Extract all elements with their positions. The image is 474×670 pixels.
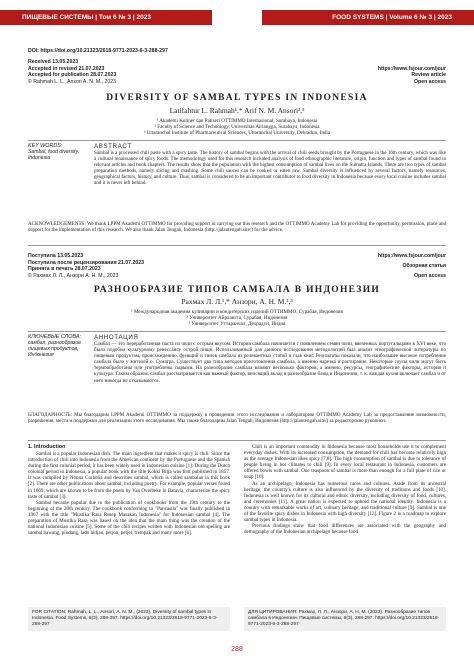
journal-header-ru: ПИЩЕВЫЕ СИСТЕМЫ | Том 6 № 3 | 2023 [0,10,212,25]
copyright-en: © Rahmah L. L., Ansori A. N. M., 2023 [28,78,117,85]
affiliation-ru-1: ¹ Международная академия кулинарии и кондитерских изделий ОТТИММО, Сурабая, Индонезия [131,309,343,315]
affiliations-ru [28,309,446,327]
accepted-date-ru: Принята в печать 28.07.2023 [28,266,101,272]
doi-link[interactable]: DOI: https://doi.org/10.21323/2618-9771-2023-6-3-288-297 [28,48,168,54]
acknowledgements-ru: БЛАГОДАРНОСТЬ: Мы благодарим LPPM Akademi OTTIMMO за поддержку в проведении этого исследования и лабораторию OTTIMMO Academy Lab за предоставление возможности, разрешения, места и поддержки для реализации этого исследования. Мы также благодарим Jalan Tengah, Индонезия (http://jalantengah.site/) за редакторские рукописи. [28,412,446,425]
journal-header-en: FOOD SYSTEMS | Volume 6 № 3 | 2023 [262,10,474,25]
authors-ru: Рахмах Л. Л.¹,* Анзори, А. Н. М.²,³ [181,297,293,306]
abstract-heading-ru: АННОТАЦИЯ [94,334,139,341]
affiliation-ru-2: ² Университет Айрлангга, Сурабая, Индонезия [186,315,288,322]
keywords-ru [28,334,88,359]
abstract-text-ru: Самбал — это переработанная паста из чили с острым вкусом. История самбала начинается с появлением семян чили, ввезенных португальцами в XVI веке, что было подобно культурному ренессансу острой пищи. Использованный для данного исследования методологией был анализ этнографической литературы по пищевым продуктам, происхождению, функций и типов самбала из релевантных статей и глав книг. Результаты показали, что наибольшее высокое потребление самбала было у жителей о. Суматра. Существует два типа методов приготовления самбала, а именно нарезка и растирание. Некоторые соусы чили могут быть термообработаны или употреблены сырыми. На разнообразие самбала влияют несколько факторов, а именно, ресурсы, географические факторы, история и культура. Таким образом, самбал рассматривается как важный фактор, вносящий вклад в разнообразие блюд в Индонезии, т. к. каждая кухня включает самбал и от него никогда не отказываются. [94,341,446,384]
revised-date-ru: Поступила после рецензирования 21.07.2023 [28,259,145,266]
paragraph: Sambal became popular due to the publication of cookbooks from the 19th century to the beginning of the 20th century. The cookbook conforming to "Pancasila" was finally published in 1967 with the title "Mustika Rasa Resep Masakan Indonesia" for Indonesian sambal [4]. The preparation of Mustika Rasa was based on the idea that the main thing was the creation of the national Indonesian cuisine [5]. Some of the chili recipes written with Indonesian old spelling are sambal bawang, pindang, lado hidjau, petjon, petjel, trempak and many more [6]. [28,499,230,537]
abstract-en [94,143,446,187]
affiliation-3: ³ Uttaranchal Institute of Pharmaceutical Sciences, Uttaranchal University, Dehradun, India [143,130,331,137]
received-date-ru: Поступила 13.05.2023 [28,253,84,259]
paragraph: Chili is an important commodity in Indonesia because most households use it to complement everyday dishes. With its increased consumption, the demand for chili has become relatively high as the average Indonesian likes spicy [7,8]. The high consumption of sambal is due to tolerance of people living in hot climates to chili [9]. In every local restaurant in Indonesia, customers are offered bowls with sambal. One teaspoon of sambal is more than enough for a full plate of rice or soup [10]. [244,444,446,481]
paragraph: Sambal is a popular Indonesian dish. The main ingredient that makes it spicy is chili. Since the introduction of chili into Indonesia from the American continent by the Portuguese and the Spanish during the first colonial period, it has been widely used in Indonesian cuisine [1]. During the Dutch colonial period in Indonesia, a popular book with the title Kokki Bitja was first published in 1857. It was compiled by Nonna Cornelia and describes sambal, which is called sambalan in this book [2]. There are other publications about sambal, including poetry. For example, popular verses found in 1669, which are known to be from the poem by Van Overbeke in Batavia, characterize the spicy taste of sambal [3]. [28,451,230,500]
divider [28,331,446,332]
keywords-heading-ru: КЛЮЧЕВЫЕ СЛОВА: [28,334,81,340]
divider [28,140,446,141]
affiliation-1: ¹ Akademi Kuliner dan Patiseri OTTIMMO Internasional, Surabaya, Indonesia [156,118,318,124]
paragraph: As an archipelago, Indonesia has numerous races and cultures. Aside from its ancestral heritage, the country's culture is also influenced by the diversity of traditions and foods [10]. Indonesia is well known for its cultural and ethnic diversity, including diversity of food, cultures, and ceremonies [11]. A great nation is expected to uphold the national identity. Indonesia is a country with remarkable works of art, culinary heritage, and traditional culture [9]. Sambal is one of the favorite spicy dishes in Indonesia with high diversity [12]. Figure 2 is a roadmap to explore sambal types in Indonesia. [244,480,446,524]
affiliations-en [28,118,446,136]
article-title-ru: РАЗНООБРАЗИЕ ТИПОВ САМБАЛА В ИНДОНЕЗИИ [93,285,381,295]
accepted-publication-date: Accepted for publication 28.07.2023 [28,72,117,78]
affiliation-ru-3: ³ Университет Уттаранчал, Дехрадун, Индия [188,321,286,328]
keywords-text: Sambal, food diversity, Indonesia [28,149,80,162]
section-heading: 1. Introduction [28,444,66,450]
citation-box-ru: ДЛЯ ЦИТИРОВАНИЯ: Рахмах, Л. Л., Анзори, А. Н. М. (2023). Разнообразие типов самбала в Индонезии. Пищевые системы, 6(3), 288-297. https://doi.org/10.21323/2618-9771-2023-6-3-288-297 [244,607,446,631]
open-access-ru: Open access [413,272,446,279]
paragraph: Previous findings show that food differences are associated with the geography and demography of the Indonesian archipelago because food [244,523,446,536]
acknowledgements-en: ACKNOWLEDGEMENTS: We thank LPPM Akademi OTTIMMO for providing support in carrying out this research and the OTTIMMO Academy Lab for providing the opportunity, permission, place and support for the implementation of this research. We also thank Jalan Tengah, Indonesia (http://jalantengah.site/) for the advice. [28,221,446,234]
keywords-text-ru: самбал, разнообразие пищевых продуктов, Индонезия [28,340,82,359]
journal-url-ru[interactable]: https://www.fsjour.com/jour [377,253,446,259]
divider [28,245,446,246]
page-number: 288 [231,646,243,653]
abstract-heading: ABSTRACT [94,143,132,150]
abstract-ru [94,334,446,384]
abstract-text: Sambal is a processed chili paste with a spicy taste. The history of sambal begins with the arrival of chili seeds brought by the Portuguese in the 16th century, which was like a cultural renaissance of spicy foods. The methodology used for this research included analysis of food ethnographic literature, origin, function and types of sambal found in relevant articles and book chapters. The results show that the population with the highest consumption of sambal lives on the Sumatra Islands. There are two types of sambal preparation methods, namely slicing and mashing. Some chili sauces can be cooked or eaten raw. Sambal diversity is influenced by several factors, namely resources, geographical factors, history, and culture. Thus, sambal is considered to be an important contributor to food diversity in Indonesia because every local cuisine includes sambal and it is never left behind. [94,150,446,187]
citation-box-en: FOR CITATION: Rahmah, L. L., Ansori, A. N. M., (2023). Diversity of sambal types in Indonesia. Food Systems, 6(3), 288-297. https://doi.org/10.21323/2618-9771-2023-6-3-288-297 [28,607,230,631]
article-type-ru: Обзорная статья [402,263,446,269]
intro-left-column [28,444,230,536]
divider [28,440,446,441]
received-date: Received 13.05.2023 [28,59,79,65]
keywords-en [28,143,88,161]
copyright-ru: © Рахмах Л. Л., Анзори А. Н. М., 2023 [28,272,119,279]
open-access-en: Open access [413,78,446,85]
accepted-revised-date: Accepted in revised 21.07.2023 [28,65,105,72]
journal-url-en[interactable]: https://www.fsjour.com/jour [377,65,446,72]
keywords-heading: KEY WORDS: [28,143,63,149]
affiliation-2: ² Faculty of Science and Technology, Universitas Airlangga, Surabaya, Indonesia [154,124,320,131]
authors-en: Latifahtur L. Rahmah¹,* Arif N. M. Ansori²,³ [169,106,305,115]
article-type-en: Review article [411,72,446,78]
intro-right-column [244,444,446,535]
article-title-en: DIVERSITY OF SAMBAL TYPES IN INDONESIA [106,93,368,103]
